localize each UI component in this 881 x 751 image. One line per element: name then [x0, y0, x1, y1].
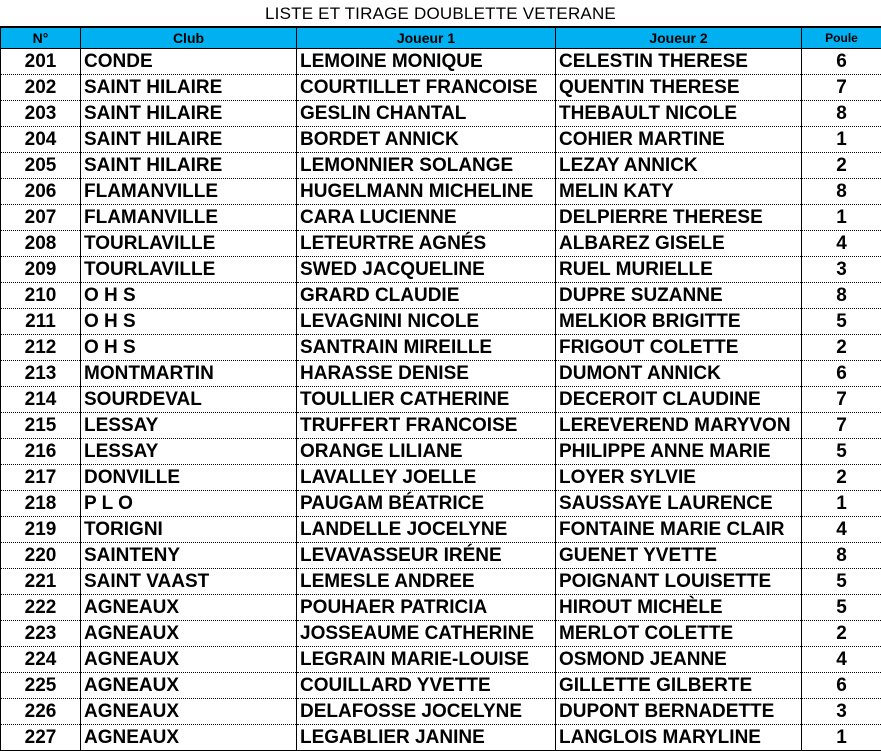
cell-joueur-1[interactable]: LEVAVASSEUR IRÉNE [297, 543, 556, 569]
cell-club[interactable]: AGNEAUX [81, 621, 297, 647]
table-row [1, 569, 881, 595]
cell-poule[interactable]: 6 [802, 49, 881, 75]
cell-club[interactable]: TORIGNI [81, 517, 297, 543]
cell-num[interactable]: 224 [1, 647, 81, 673]
cell-num[interactable]: 208 [1, 231, 81, 257]
table-row [1, 361, 881, 387]
cell-poule[interactable]: 5 [802, 569, 881, 595]
cell-num[interactable]: 210 [1, 283, 81, 309]
table-row [1, 75, 881, 101]
cell-joueur-2[interactable]: QUENTIN THERESE [556, 75, 802, 101]
table-row [1, 465, 881, 491]
cell-num[interactable]: 211 [1, 309, 81, 335]
table-row [1, 309, 881, 335]
cell-club[interactable]: TOURLAVILLE [81, 257, 297, 283]
table-row [1, 101, 881, 127]
cell-joueur-1[interactable]: TRUFFERT FRANCOISE [297, 413, 556, 439]
table-row [1, 205, 881, 231]
cell-club[interactable]: AGNEAUX [81, 725, 297, 751]
cell-joueur-2[interactable]: CELESTIN THERESE [556, 49, 802, 75]
cell-poule[interactable]: 1 [802, 491, 881, 517]
cell-joueur-2[interactable]: DUMONT ANNICK [556, 361, 802, 387]
cell-club[interactable]: SAINT VAAST [81, 569, 297, 595]
table-row [1, 439, 881, 465]
table-row [1, 517, 881, 543]
cell-poule[interactable]: 8 [802, 543, 881, 569]
cell-joueur-1[interactable]: LAVALLEY JOELLE [297, 465, 556, 491]
cell-num[interactable]: 217 [1, 465, 81, 491]
cell-club[interactable]: SOURDEVAL [81, 387, 297, 413]
cell-joueur-1[interactable]: LEMESLE ANDREE [297, 569, 556, 595]
cell-num[interactable]: 205 [1, 153, 81, 179]
cell-joueur-1[interactable]: CARA LUCIENNE [297, 205, 556, 231]
cell-num[interactable]: 203 [1, 101, 81, 127]
table-row [1, 673, 881, 699]
table-body [1, 49, 881, 751]
cell-poule[interactable]: 2 [802, 465, 881, 491]
cell-club[interactable]: AGNEAUX [81, 595, 297, 621]
cell-joueur-1[interactable]: POUHAER PATRICIA [297, 595, 556, 621]
header-joueur-1[interactable]: Joueur 1 [297, 28, 556, 49]
cell-num[interactable]: 214 [1, 387, 81, 413]
cell-joueur-2[interactable]: DECEROIT CLAUDINE [556, 387, 802, 413]
cell-joueur-1[interactable]: LEGABLIER JANINE [297, 725, 556, 751]
cell-club[interactable]: AGNEAUX [81, 699, 297, 725]
cell-poule[interactable]: 8 [802, 179, 881, 205]
cell-joueur-1[interactable]: SANTRAIN MIREILLE [297, 335, 556, 361]
draw-table [0, 27, 881, 751]
cell-num[interactable]: 212 [1, 335, 81, 361]
cell-joueur-1[interactable]: SWED JACQUELINE [297, 257, 556, 283]
cell-joueur-2[interactable]: MERLOT COLETTE [556, 621, 802, 647]
cell-joueur-2[interactable]: DELPIERRE THERESE [556, 205, 802, 231]
cell-num[interactable]: 202 [1, 75, 81, 101]
header-row [1, 28, 881, 49]
cell-joueur-2[interactable]: RUEL MURIELLE [556, 257, 802, 283]
table-row [1, 257, 881, 283]
cell-joueur-1[interactable]: HUGELMANN MICHELINE [297, 179, 556, 205]
cell-poule[interactable]: 4 [802, 647, 881, 673]
cell-poule[interactable]: 3 [802, 257, 881, 283]
table-row [1, 179, 881, 205]
cell-num[interactable]: 216 [1, 439, 81, 465]
cell-joueur-2[interactable]: GILLETTE GILBERTE [556, 673, 802, 699]
cell-joueur-1[interactable]: JOSSEAUME CATHERINE [297, 621, 556, 647]
cell-joueur-1[interactable]: LEVAGNINI NICOLE [297, 309, 556, 335]
cell-joueur-2[interactable]: HIROUT MICHÈLE [556, 595, 802, 621]
cell-num[interactable]: 206 [1, 179, 81, 205]
cell-club[interactable]: LESSAY [81, 439, 297, 465]
cell-club[interactable]: CONDE [81, 49, 297, 75]
cell-club[interactable]: SAINT HILAIRE [81, 127, 297, 153]
cell-num[interactable]: 219 [1, 517, 81, 543]
cell-poule[interactable]: 5 [802, 439, 881, 465]
cell-club[interactable]: FLAMANVILLE [81, 179, 297, 205]
cell-num[interactable]: 222 [1, 595, 81, 621]
cell-num[interactable]: 201 [1, 49, 81, 75]
table-row [1, 595, 881, 621]
cell-joueur-2[interactable]: OSMOND JEANNE [556, 647, 802, 673]
cell-poule[interactable]: 1 [802, 127, 881, 153]
cell-joueur-2[interactable]: GUENET YVETTE [556, 543, 802, 569]
table-row [1, 283, 881, 309]
cell-poule[interactable]: 6 [802, 673, 881, 699]
cell-num[interactable]: 213 [1, 361, 81, 387]
cell-num[interactable]: 223 [1, 621, 81, 647]
cell-poule[interactable]: 8 [802, 101, 881, 127]
cell-poule[interactable]: 8 [802, 283, 881, 309]
cell-poule[interactable]: 2 [802, 335, 881, 361]
cell-club[interactable]: MONTMARTIN [81, 361, 297, 387]
cell-joueur-2[interactable]: MELKIOR BRIGITTE [556, 309, 802, 335]
cell-joueur-1[interactable]: LEMONNIER SOLANGE [297, 153, 556, 179]
cell-joueur-2[interactable]: POIGNANT LOUISETTE [556, 569, 802, 595]
cell-poule[interactable]: 4 [802, 517, 881, 543]
cell-club[interactable]: AGNEAUX [81, 647, 297, 673]
cell-joueur-1[interactable]: BORDET ANNICK [297, 127, 556, 153]
header-club[interactable]: Club [81, 28, 297, 49]
cell-poule[interactable]: 7 [802, 75, 881, 101]
cell-num[interactable]: 209 [1, 257, 81, 283]
header-poule[interactable]: Poule [802, 28, 881, 49]
cell-poule[interactable]: 1 [802, 205, 881, 231]
table-row [1, 127, 881, 153]
cell-num[interactable]: 207 [1, 205, 81, 231]
header-joueur-2[interactable]: Joueur 2 [556, 28, 802, 49]
cell-joueur-2[interactable]: DUPONT BERNADETTE [556, 699, 802, 725]
cell-joueur-1[interactable]: TOULLIER CATHERINE [297, 387, 556, 413]
cell-joueur-1[interactable]: LEGRAIN MARIE-LOUISE [297, 647, 556, 673]
table-row [1, 387, 881, 413]
cell-joueur-2[interactable]: PHILIPPE ANNE MARIE [556, 439, 802, 465]
cell-joueur-2[interactable]: FRIGOUT COLETTE [556, 335, 802, 361]
cell-joueur-2[interactable]: DUPRE SUZANNE [556, 283, 802, 309]
cell-joueur-2[interactable]: ALBAREZ GISELE [556, 231, 802, 257]
cell-joueur-1[interactable]: LETEURTRE AGNÉS [297, 231, 556, 257]
cell-joueur-2[interactable]: LANGLOIS MARYLINE [556, 725, 802, 751]
cell-joueur-2[interactable]: THEBAULT NICOLE [556, 101, 802, 127]
cell-num[interactable]: 225 [1, 673, 81, 699]
cell-poule[interactable]: 2 [802, 153, 881, 179]
cell-joueur-1[interactable]: PAUGAM BÉATRICE [297, 491, 556, 517]
table-row [1, 335, 881, 361]
cell-poule[interactable]: 5 [802, 595, 881, 621]
cell-poule[interactable]: 7 [802, 387, 881, 413]
table-row [1, 543, 881, 569]
table-row [1, 49, 881, 75]
cell-club[interactable]: SAINT HILAIRE [81, 153, 297, 179]
cell-club[interactable]: TOURLAVILLE [81, 231, 297, 257]
cell-joueur-1[interactable]: GESLIN CHANTAL [297, 101, 556, 127]
cell-club[interactable]: SAINTENY [81, 543, 297, 569]
cell-joueur-1[interactable]: LANDELLE JOCELYNE [297, 517, 556, 543]
table-row [1, 413, 881, 439]
cell-joueur-2[interactable]: COHIER MARTINE [556, 127, 802, 153]
cell-joueur-1[interactable]: ORANGE LILIANE [297, 439, 556, 465]
table-row [1, 153, 881, 179]
cell-num[interactable]: 215 [1, 413, 81, 439]
cell-club[interactable]: DONVILLE [81, 465, 297, 491]
cell-poule[interactable]: 5 [802, 309, 881, 335]
cell-club[interactable]: P L O [81, 491, 297, 517]
cell-num[interactable]: 227 [1, 725, 81, 751]
cell-num[interactable]: 221 [1, 569, 81, 595]
cell-joueur-2[interactable]: LEZAY ANNICK [556, 153, 802, 179]
cell-joueur-2[interactable]: FONTAINE MARIE CLAIR [556, 517, 802, 543]
table-row [1, 621, 881, 647]
cell-joueur-2[interactable]: LEREVEREND MARYVON [556, 413, 802, 439]
table-row [1, 647, 881, 673]
cell-num[interactable]: 204 [1, 127, 81, 153]
cell-num[interactable]: 218 [1, 491, 81, 517]
cell-poule[interactable]: 3 [802, 699, 881, 725]
cell-club[interactable]: AGNEAUX [81, 673, 297, 699]
cell-club[interactable]: SAINT HILAIRE [81, 101, 297, 127]
cell-poule[interactable]: 4 [802, 231, 881, 257]
cell-joueur-1[interactable]: COUILLARD YVETTE [297, 673, 556, 699]
cell-joueur-2[interactable]: SAUSSAYE LAURENCE [556, 491, 802, 517]
table-row [1, 699, 881, 725]
table-row [1, 491, 881, 517]
cell-num[interactable]: 226 [1, 699, 81, 725]
table-row [1, 725, 881, 751]
cell-joueur-2[interactable]: MELIN KATY [556, 179, 802, 205]
cell-num[interactable]: 220 [1, 543, 81, 569]
cell-club[interactable]: O H S [81, 283, 297, 309]
cell-club[interactable]: O H S [81, 335, 297, 361]
cell-poule[interactable]: 2 [802, 621, 881, 647]
cell-joueur-1[interactable]: GRARD CLAUDIE [297, 283, 556, 309]
cell-club[interactable]: FLAMANVILLE [81, 205, 297, 231]
cell-joueur-1[interactable]: COURTILLET FRANCOISE [297, 75, 556, 101]
cell-poule[interactable]: 7 [802, 413, 881, 439]
cell-joueur-1[interactable]: HARASSE DENISE [297, 361, 556, 387]
cell-joueur-1[interactable]: DELAFOSSE JOCELYNE [297, 699, 556, 725]
sheet-title: LISTE ET TIRAGE DOUBLETTE VETERANE [0, 0, 881, 27]
cell-joueur-2[interactable]: LOYER SYLVIE [556, 465, 802, 491]
header-num[interactable]: N° [1, 28, 81, 49]
cell-club[interactable]: LESSAY [81, 413, 297, 439]
cell-poule[interactable]: 6 [802, 361, 881, 387]
table-row [1, 231, 881, 257]
cell-poule[interactable]: 1 [802, 725, 881, 751]
cell-joueur-1[interactable]: LEMOINE MONIQUE [297, 49, 556, 75]
cell-club[interactable]: SAINT HILAIRE [81, 75, 297, 101]
cell-club[interactable]: O H S [81, 309, 297, 335]
